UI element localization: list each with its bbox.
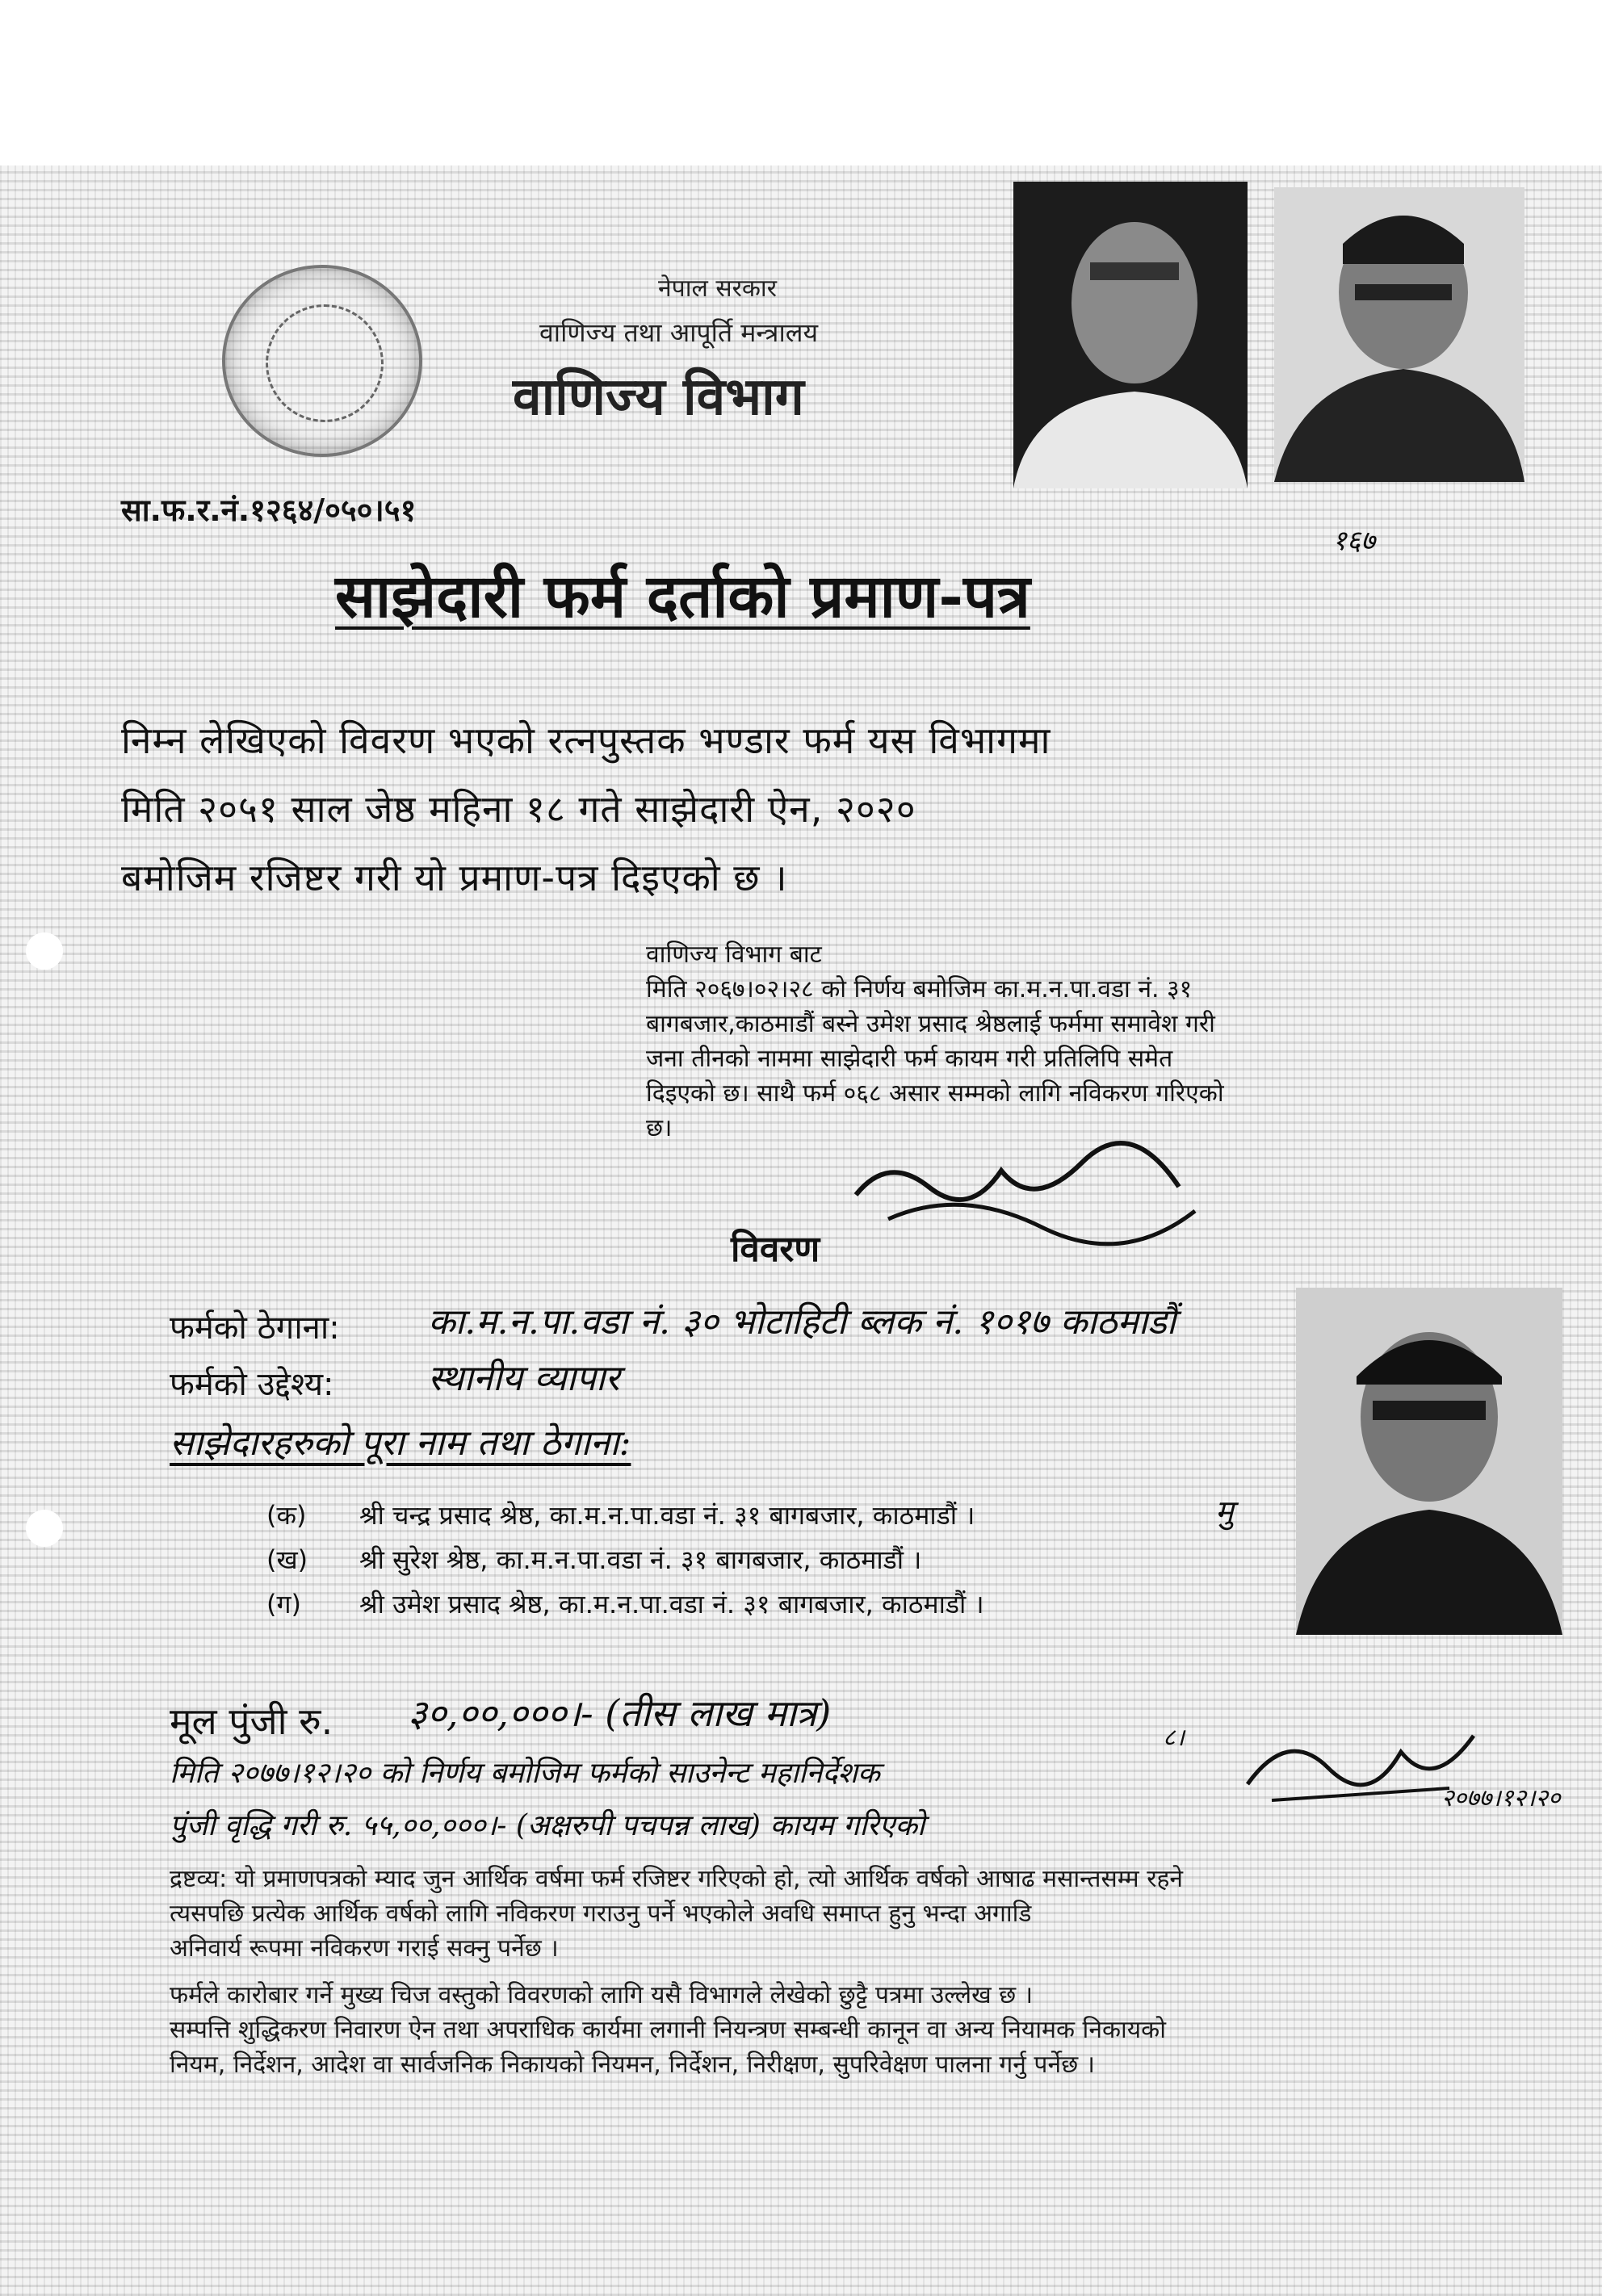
details-heading: विवरण: [731, 1229, 820, 1270]
footnote-line-3: अनिवार्य रूपमा नविकरण गराई सक्नु पर्नेछ ।: [170, 1934, 559, 1963]
partner-marker: (ख): [266, 1544, 308, 1575]
margin-mark: मु: [1215, 1494, 1234, 1529]
partner-entry: श्री चन्द्र प्रसाद श्रेष्ठ, का.म.न.पा.वडा नं. ३१ बागबजार, काठमाडौं ।: [359, 1500, 975, 1531]
punch-hole: [26, 1510, 63, 1547]
firm-purpose-value: स्थानीय व्यापार: [428, 1358, 620, 1399]
handwritten-amendment-line-1: मिति २०७७।१२।२० को निर्णय बमोजिम फर्मको साउनेन्ट महानिर्देशक: [170, 1757, 880, 1790]
body-line-3: बमोजिम रजिष्टर गरी यो प्रमाण-पत्र दिइएको छ ।: [121, 856, 788, 899]
footnote-line-5: सम्पत्ति शुद्धिकरण निवारण ऐन तथा अपराधिक कार्यमा लगानी नियन्त्रण सम्बन्धी कानून वा अन्य नियामक निकायको: [170, 2016, 1166, 2044]
ministry-name: वाणिज्य तथा आपूर्ति मन्त्रालय: [539, 317, 819, 348]
handwritten-amendment-line-2: पुंजी वृद्धि गरी रु. ५५,००,०००।- (अक्षरुपी पचपन्न लाख) कायम गरिएको: [170, 1809, 925, 1842]
department-name: वाणिज्य विभाग: [513, 367, 804, 427]
registration-number: सा.फ.र.नं.१२६४/०५०।५१: [121, 492, 417, 528]
body-line-1: निम्न लेखिएको विवरण भएको रत्नपुस्तक भण्डार फर्म यस विभागमा: [121, 719, 1051, 762]
amendment-signature: [1239, 1712, 1482, 1816]
decision-note-line-3: बागबजार,काठमाडौं बस्ने उमेश प्रसाद श्रेष्ठलाई फर्ममा समावेश गरी: [646, 1010, 1215, 1038]
partner-photo: [1296, 1288, 1562, 1635]
decision-note-line-6: छ।: [646, 1114, 673, 1142]
certificate-page: [0, 165, 1602, 2296]
firm-purpose-label: फर्मको उद्देश्य:: [170, 1366, 334, 1403]
decision-note-line-5: दिइएको छ। साथै फर्म ०६८ असार सम्मको लागि नविकरण गरिएको: [646, 1079, 1224, 1108]
capital-label: मूल पुंजी रु.: [170, 1699, 333, 1743]
punch-hole: [26, 932, 63, 970]
decision-note-line-2: मिति २०६७।०२।२८ को निर्णय बमोजिम का.म.न.पा.वडा नं. ३१: [646, 975, 1193, 1003]
handwritten-date-stamp: २०७७।१२।२०: [1441, 1784, 1561, 1812]
footnote-line-1: द्रष्टव्य: यो प्रमाणपत्रको म्याद जुन आर्थिक वर्षमा फर्म रजिष्टर गरिएको हो, त्यो आर्थिक वर्षको आषाढ मसान्तसम्म रहने: [170, 1865, 1184, 1893]
certificate-title: साझेदारी फर्म दर्ताको प्रमाण-पत्र: [335, 562, 1030, 631]
footnote-line-2: त्यसपछि प्रत्येक आर्थिक वर्षको लागि नविकरण गराउनु पर्ने भएकोले अवधि समाप्त हुनु भन्दा अगाडि: [170, 1900, 1032, 1928]
footnote-line-6: नियम, निर्देशन, आदेश वा सार्वजनिक निकायको नियमन, निर्देशन, निरीक्षण, सुपरिवेक्षण पालना गर्नु पर्नेछ ।: [170, 2051, 1096, 2079]
footnote-line-4: फर्मले कारोबार गर्ने मुख्य चिज वस्तुको विवरणको लागि यसै विभागले लेखेको छुट्टै पत्रमा उल्लेख छ ।: [170, 1981, 1034, 2009]
government-emblem-seal: [222, 265, 422, 457]
handwritten-page-mark: ८।: [1163, 1724, 1185, 1752]
partner-marker: (क): [266, 1500, 307, 1531]
handwritten-sheet-mark: १६७: [1332, 525, 1376, 557]
decision-note-line-1: वाणिज्य विभाग बाट: [646, 941, 822, 969]
official-signature: [840, 1138, 1219, 1259]
partner-marker: (ग): [266, 1589, 301, 1619]
partners-heading: साझेदारहरुको पूरा नाम तथा ठेगाना:: [170, 1422, 631, 1464]
government-name: नेपाल सरकार: [658, 274, 777, 303]
firm-address-value: का.म.न.पा.वडा नं. ३० भोटाहिटी ब्लक नं. १०१७ काठमाडौं: [428, 1301, 1176, 1343]
decision-note-line-4: जना तीनको नाममा साझेदारी फर्म कायम गरी प्रतिलिपि समेत: [646, 1045, 1173, 1073]
partner-photo: [1274, 187, 1524, 482]
partner-entry: श्री उमेश प्रसाद श्रेष्ठ, का.म.न.पा.वडा नं. ३१ बागबजार, काठमाडौं ।: [359, 1589, 984, 1619]
body-line-2: मिति २०५१ साल जेष्ठ महिना १८ गते साझेदारी ऐन, २०२०: [121, 787, 916, 831]
partner-photo: [1013, 182, 1248, 488]
capital-value: ३०,००,०००।- (तीस लाख मात्र): [408, 1691, 832, 1735]
partner-entry: श्री सुरेश श्रेष्ठ, का.म.न.पा.वडा नं. ३१ बागबजार, काठमाडौं ।: [359, 1544, 922, 1575]
firm-address-label: फर्मको ठेगाना:: [170, 1309, 340, 1347]
